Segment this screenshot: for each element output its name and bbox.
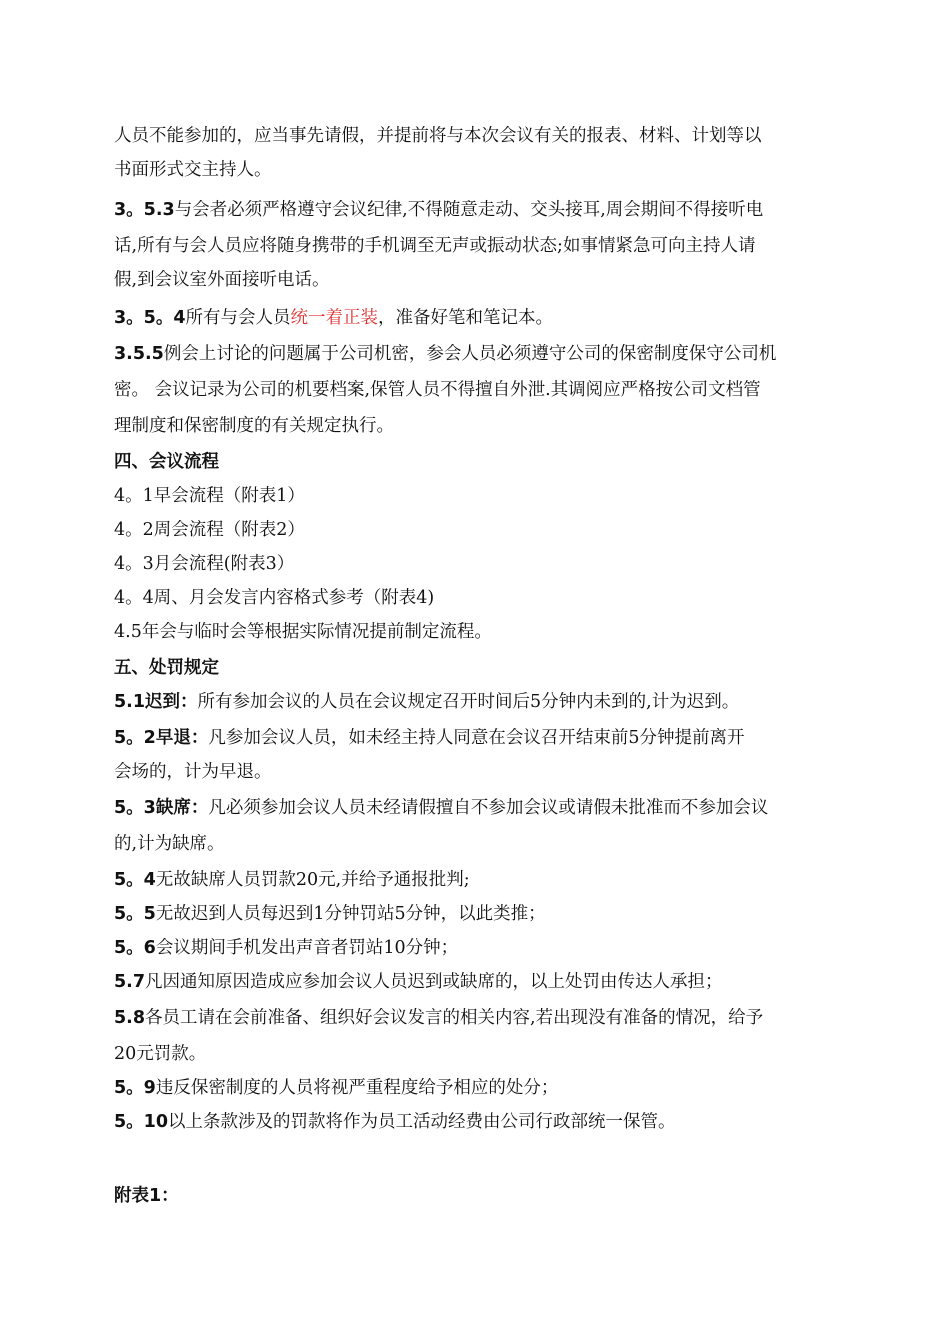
text: 凡必须参加会议人员未经请假擅自不参加会议或请假未批准而不参加会议 — [208, 798, 769, 818]
rule-number: 5。6 — [114, 938, 156, 958]
text: 与会者必须严格遵守会议纪律,不得随意走动、交头接耳,周会期间不得接听电 — [174, 200, 764, 220]
rule-5-9 — [114, 1076, 854, 1100]
text: 20元罚款。 — [114, 1044, 207, 1064]
section-heading: 四、会议流程 — [114, 452, 219, 472]
text: 会议期间手机发出声音者罚站10分钟； — [155, 938, 459, 958]
rule-5-5 — [114, 902, 854, 926]
rule-label: 5.1迟到： — [114, 692, 198, 712]
paragraph-line — [114, 760, 854, 784]
rule-5-8 — [114, 1006, 854, 1030]
rule-number: 5.7 — [114, 972, 146, 992]
text: 人员不能参加的，应当事先请假，并提前将与本次会议有关的报表、材料、计划等以 — [114, 126, 762, 146]
text: 所有参加会议的人员在会议规定召开时间后5分钟内未到的,计为迟到。 — [197, 692, 740, 712]
paragraph-line — [114, 414, 854, 438]
clause-3-5-5 — [114, 342, 854, 366]
rule-5-4 — [114, 868, 854, 892]
clause-number: 3.5.5 — [114, 344, 164, 364]
rule-label: 5。2早退： — [114, 728, 209, 748]
list-item: 4.5年会与临时会等根据实际情况提前制定流程。 — [114, 622, 492, 642]
text: 会场的，计为早退。 — [114, 762, 272, 782]
rule-5-3 — [114, 796, 854, 820]
rule-number: 5。10 — [114, 1112, 169, 1132]
paragraph-line — [114, 832, 854, 856]
list-item: 4。2周会流程（附表2） — [114, 520, 305, 540]
text: 以上条款涉及的罚款将作为员工活动经费由公司行政部统一保管。 — [168, 1112, 676, 1132]
text: 无故迟到人员每迟到1分钟罚站5分钟，以此类推； — [155, 904, 546, 924]
rule-5-10 — [114, 1110, 854, 1134]
text: 的,计为缺席。 — [114, 834, 225, 854]
text: ，准备好笔和笔记本。 — [378, 308, 554, 328]
rule-5-7 — [114, 970, 854, 994]
text: 违反保密制度的人员将视严重程度给予相应的处分； — [155, 1078, 559, 1098]
rule-5-1 — [114, 690, 854, 714]
paragraph-line — [114, 268, 854, 292]
rule-label: 5。3缺席： — [114, 798, 209, 818]
paragraph-line — [114, 1042, 854, 1066]
text: 各员工请在会前准备、组织好会议发言的相关内容,若出现没有准备的情况，给予 — [145, 1008, 764, 1028]
text: 密。 会议记录为公司的机要档案,保管人员不得擅自外泄.其调阅应严格按公司文档管 — [114, 380, 761, 400]
appendix-label: 附表1： — [114, 1186, 179, 1206]
rule-5-6 — [114, 936, 854, 960]
section-heading: 五、处罚规定 — [114, 658, 219, 678]
paragraph-line — [114, 158, 854, 182]
rule-number: 5。5 — [114, 904, 156, 924]
clause-number: 3。5。4 — [114, 308, 186, 328]
clause-3-5-4 — [114, 306, 854, 330]
rule-number: 5。9 — [114, 1078, 156, 1098]
clause-3-5-3 — [114, 198, 854, 222]
text: 理制度和保密制度的有关规定执行。 — [114, 416, 394, 436]
list-item: 4。1早会流程（附表1） — [114, 486, 305, 506]
rule-number: 5。4 — [114, 870, 156, 890]
text: 书面形式交主持人。 — [114, 160, 272, 180]
text: 话,所有与会人员应将随身携带的手机调至无声或振动状态;如事情紧急可向主持人请 — [114, 236, 756, 256]
text: 假,到会议室外面接听电话。 — [114, 270, 330, 290]
text: 例会上讨论的问题属于公司机密，参会人员必须遵守公司的保密制度保守公司机 — [163, 344, 777, 364]
text: 所有与会人员 — [185, 308, 291, 328]
paragraph-line — [114, 378, 854, 402]
text: 凡参加会议人员，如未经主持人同意在会议召开结束前5分钟提前离开 — [208, 728, 745, 748]
list-item: 4。4周、月会发言内容格式参考（附表4) — [114, 588, 435, 608]
rule-number: 5.8 — [114, 1008, 146, 1028]
paragraph-line — [114, 124, 854, 148]
list-item: 4。3月会流程(附表3） — [114, 554, 295, 574]
text: 无故缺席人员罚款20元,并给予通报批判; — [155, 870, 470, 890]
paragraph-line — [114, 234, 854, 258]
clause-number: 3。5.3 — [114, 200, 175, 220]
text: 凡因通知原因造成应参加会议人员迟到或缺席的，以上处罚由传达人承担； — [145, 972, 723, 992]
rule-5-2 — [114, 726, 854, 750]
highlighted-text: 统一着正装 — [290, 308, 379, 328]
